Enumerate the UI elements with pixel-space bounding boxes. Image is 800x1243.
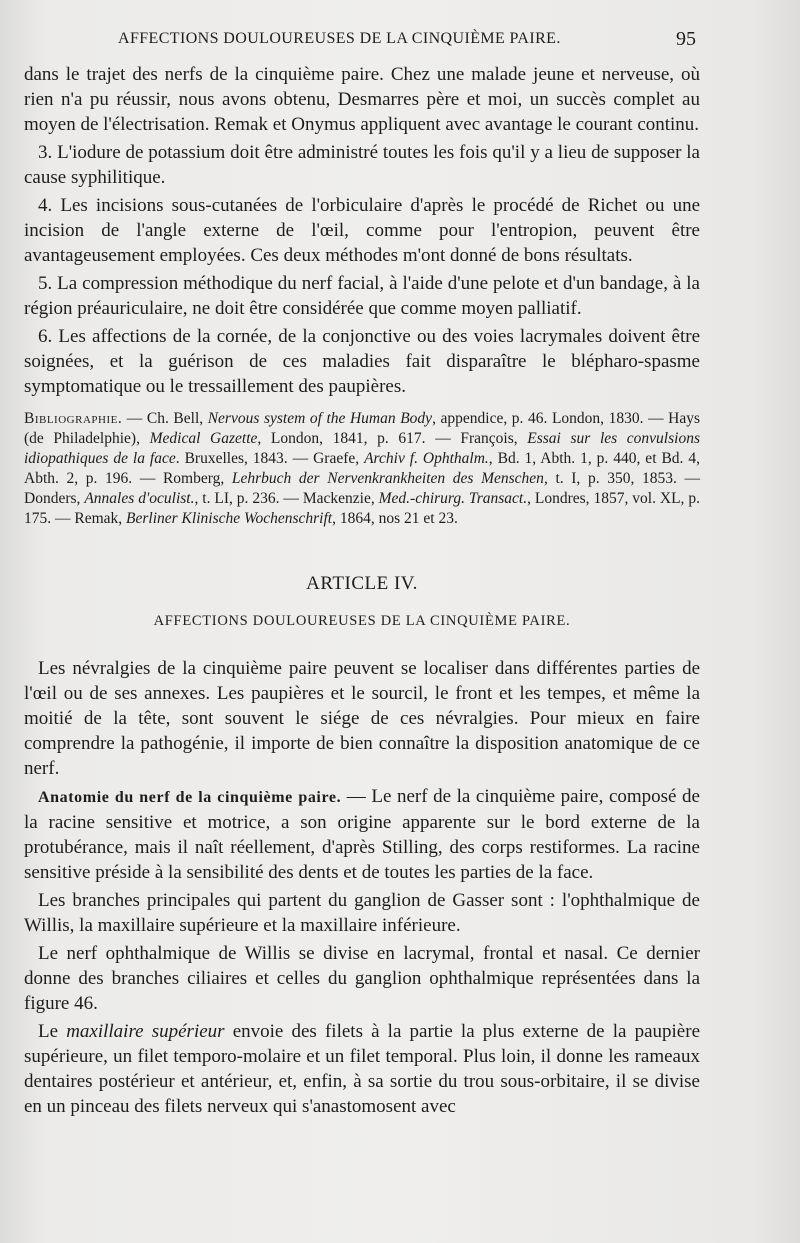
paragraph-intro: Les névralgies de la cinquième paire peuvent se localiser dans différentes parties de l'œil ou de ses annexes. Les paupières et le sourcil, le front et les tempes, et même la moitié de la tête, sont souvent le siége de ces névralgies. Pour mieux en faire comprendre la pathogénie, il importe de bien connaître la disposition anatomique de ce nerf.	[24, 658, 700, 779]
bib-seg: , t. I, p. 350, 1853. — Donders,	[24, 470, 700, 507]
paragraph-continuation: dans le trajet des nerfs de la cinquième paire. Chez une malade jeune et nerveuse, où rien n'a pu réussir, nous avons obtenu, Desmarres père et moi, un succès complet au moyen de l'électrisation. Remak et Onymus appliquent avec avantage le courant continu.	[24, 64, 700, 135]
running-title: AFFECTIONS DOULOUREUSES DE LA CINQUIÈME PAIRE.	[118, 30, 561, 47]
bib-seg: , Bd. 1, Abth. 1, p. 440, et Bd. 4, Abth. 2, p. 196. — Romberg,	[24, 450, 700, 487]
bib-seg: . Bruxelles, 1843. — Graefe,	[175, 450, 365, 467]
bib-seg: , Londres, 1857, vol. XL, p. 175. — Remak,	[24, 490, 700, 527]
bib-title: Essai sur les convulsions idiopathiques de la face	[24, 430, 700, 467]
paragraph-anatomy-text: — Le nerf de la cinquième paire, composé de la racine sensitive et motrice, a son origine apparente sur le bord externe de la protubérance, mais il naît réellement, d'après Stilling, des corps restiformes. La racine sensitive préside à la sensibilité des dents et de toutes les parties de la face.	[24, 786, 700, 883]
run-in-heading: Anatomie du nerf de la cinquième paire.	[38, 789, 342, 806]
paragraph-ophthalmic: Le nerf ophthalmique de Willis se divise en lacrymal, frontal et nasal. Ce dernier donne des branches ciliaires et celles du ganglion ophthalmique représentées dans la figure 46.	[24, 943, 700, 1014]
bibliography-label: Bibliographie.	[24, 410, 123, 427]
bibliography	[24, 409, 700, 529]
paragraph-maxillary-lead: Le	[38, 1021, 67, 1042]
page-number: 95	[676, 28, 696, 50]
bib-title: Berliner Klinische Wochenschrift	[126, 510, 333, 527]
bib-title: Med.-chirurg. Transact.	[378, 490, 528, 507]
bib-seg: , 1864, nos 21 et 23.	[332, 510, 458, 527]
bib-seg: — Ch. Bell,	[122, 410, 208, 427]
bib-seg: , London, 1841, p. 617. — François,	[257, 430, 528, 447]
bib-title: Lehrbuch der Nervenkrankheiten des Menschen	[231, 470, 544, 487]
bib-seg: , appendice, p. 46. London, 1830. — Hays (de Philadelphie),	[24, 410, 701, 447]
running-head	[0, 30, 800, 54]
bib-title: Nervous system of the Human Body	[207, 410, 433, 427]
section-heading: AFFECTIONS DOULOUREUSES DE LA CINQUIÈME PAIRE.	[153, 613, 571, 629]
paragraph-maxillary-text: envoie des filets à la partie la plus externe de la paupière supérieure, un filet temporo-molaire et un filet temporal. Plus loin, il donne les rameaux dentaires postérieur et antérieur, et, enfin, à sa sortie du trou sous-orbitaire, il se divise en un pinceau des filets nerveux qui s'anastomosent avec	[24, 1021, 701, 1117]
remedy-item-6: 6. Les affections de la cornée, de la conjonctive ou des voies lacrymales doivent être soignées, et la guérison de ces maladies fait disparaître le blépharo-spasme symptomatique ou le tressaillement des paupières.	[24, 326, 700, 397]
bib-title: Archiv f. Ophthalm.	[364, 450, 489, 467]
bib-title: Annales d'oculist.	[84, 490, 195, 507]
remedy-item-4: 4. Les incisions sous-cutanées de l'orbiculaire d'après le procédé de Richet ou une incision de l'angle externe de l'œil, comme pour l'entropion, peuvent être avantageusement employées. Ces deux méthodes m'ont donné de bons résultats.	[24, 195, 700, 266]
article-body	[24, 656, 700, 1119]
body-text	[24, 62, 700, 1122]
remedies-list	[24, 62, 700, 399]
term-maxillaire: maxillaire supérieur	[66, 1021, 225, 1042]
article-heading: ARTICLE IV.	[306, 573, 418, 594]
paragraph-maxillary	[24, 1019, 700, 1119]
bib-title: Medical Gazette	[149, 430, 258, 447]
paragraph-anatomy	[24, 784, 700, 885]
bib-seg: , t. LI, p. 236. — Mackenzie,	[194, 490, 379, 507]
remedy-item-5: 5. La compression méthodique du nerf facial, à l'aide d'une pelote et d'un bandage, à la région préauriculaire, ne doit être considérée que comme moyen palliatif.	[24, 273, 700, 319]
remedy-item-3: 3. L'iodure de potassium doit être administré toutes les fois qu'il y a lieu de supposer la cause syphilitique.	[24, 142, 700, 188]
paragraph-branches: Les branches principales qui partent du ganglion de Gasser sont : l'ophthalmique de Willis, la maxillaire supérieure et la maxillaire inférieure.	[24, 890, 700, 936]
